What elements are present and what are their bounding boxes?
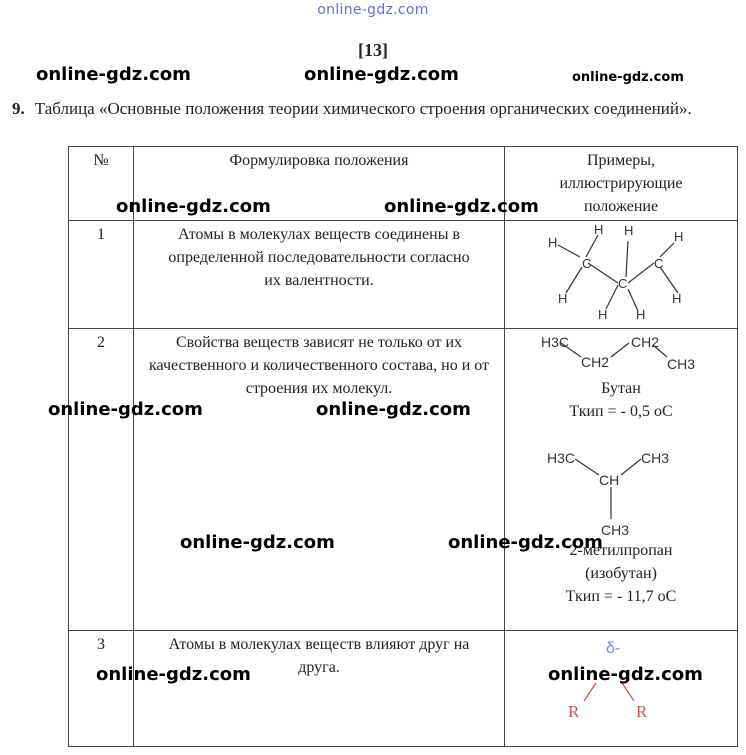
watermark: online-gdz.com bbox=[448, 532, 603, 553]
watermark: online-gdz.com bbox=[384, 196, 539, 217]
radical-label: R bbox=[568, 702, 580, 721]
hydrogen-label: H bbox=[558, 291, 568, 306]
row-text-content: Атомы в молекулах веществ соединены в определенной последовательности согласно их валентности. bbox=[168, 226, 470, 289]
header-formulation: Формулировка положения bbox=[134, 147, 505, 221]
row-text bbox=[134, 631, 505, 747]
carbon-label: C bbox=[618, 276, 628, 291]
hydrogen-label: H bbox=[594, 222, 604, 237]
hydrogen-label: H bbox=[624, 223, 634, 238]
carbon-label: C bbox=[654, 256, 664, 271]
row-example bbox=[505, 329, 738, 631]
butane-boiling-point: Ткип = - 0,5 оС bbox=[569, 403, 673, 420]
row-number: 3 bbox=[69, 631, 134, 747]
table-row bbox=[69, 221, 738, 329]
butane-structure bbox=[505, 329, 735, 377]
isobutane-alt-name: (изобутан) bbox=[585, 565, 657, 582]
task-statement bbox=[12, 96, 737, 122]
isobutane-ch3: CH3 bbox=[601, 522, 630, 538]
watermark: online-gdz.com bbox=[304, 64, 459, 85]
watermark: online-gdz.com bbox=[36, 64, 191, 85]
watermark: online-gdz.com bbox=[116, 196, 271, 217]
task-text: Таблица «Основные положения теории химического строения органических соединений». bbox=[34, 99, 692, 118]
hydrogen-label: H bbox=[672, 291, 682, 306]
butane-ch2: CH2 bbox=[581, 354, 610, 370]
table-row bbox=[69, 631, 738, 747]
row-text-content: Атомы в молекулах веществ влияют друг на друга. bbox=[168, 636, 470, 676]
task-number: 9. bbox=[12, 99, 25, 118]
row-example bbox=[505, 631, 738, 747]
delta-minus-label: δ- bbox=[606, 640, 621, 657]
row-text bbox=[134, 329, 505, 631]
header-examples-text: Примеры, иллюстрирующие положение bbox=[559, 152, 683, 215]
butane-name: Бутан bbox=[601, 380, 641, 397]
row-text-content: Свойства веществ зависят не только от их качественного и количественного состава, но и от строения их молекул. bbox=[148, 334, 490, 397]
row-number: 1 bbox=[69, 221, 134, 329]
hydrogen-label: H bbox=[636, 307, 646, 321]
butane-ch3: CH3 bbox=[667, 356, 696, 372]
radical-label: R bbox=[636, 702, 648, 721]
isobutane-boiling-point: Ткип = - 11,7 оС bbox=[565, 588, 677, 605]
row-text bbox=[134, 221, 505, 329]
watermark: online-gdz.com bbox=[180, 532, 335, 553]
watermark: online-gdz.com bbox=[48, 399, 203, 420]
watermark: online-gdz.com bbox=[316, 399, 471, 420]
watermark: online-gdz.com bbox=[548, 664, 703, 685]
isobutane-structure bbox=[505, 439, 735, 539]
isobutane-ch3: CH3 bbox=[641, 450, 670, 466]
hydrogen-label: H bbox=[548, 235, 558, 250]
header-site-watermark: online-gdz.com bbox=[317, 2, 429, 18]
watermark: online-gdz.com bbox=[572, 70, 684, 85]
row-example bbox=[505, 221, 738, 329]
page-number: [13] bbox=[358, 40, 388, 60]
butane-ch2: CH2 bbox=[631, 334, 660, 350]
butane-h3c: H3C bbox=[541, 334, 570, 350]
table-row bbox=[69, 329, 738, 631]
hydrogen-label: H bbox=[598, 307, 608, 321]
watermark: online-gdz.com bbox=[96, 664, 251, 685]
carbon-label: C bbox=[582, 256, 592, 271]
theory-table bbox=[68, 146, 738, 747]
isobutane-ch: CH bbox=[599, 472, 620, 488]
header-number: № bbox=[69, 147, 134, 221]
propane-structure bbox=[506, 221, 736, 321]
row-number: 2 bbox=[69, 329, 134, 631]
isobutane-h3c: H3C bbox=[547, 450, 576, 466]
hydrogen-label: H bbox=[674, 229, 684, 244]
header-examples bbox=[505, 147, 738, 221]
isobutane-name: 2-метилпропан bbox=[569, 542, 673, 559]
